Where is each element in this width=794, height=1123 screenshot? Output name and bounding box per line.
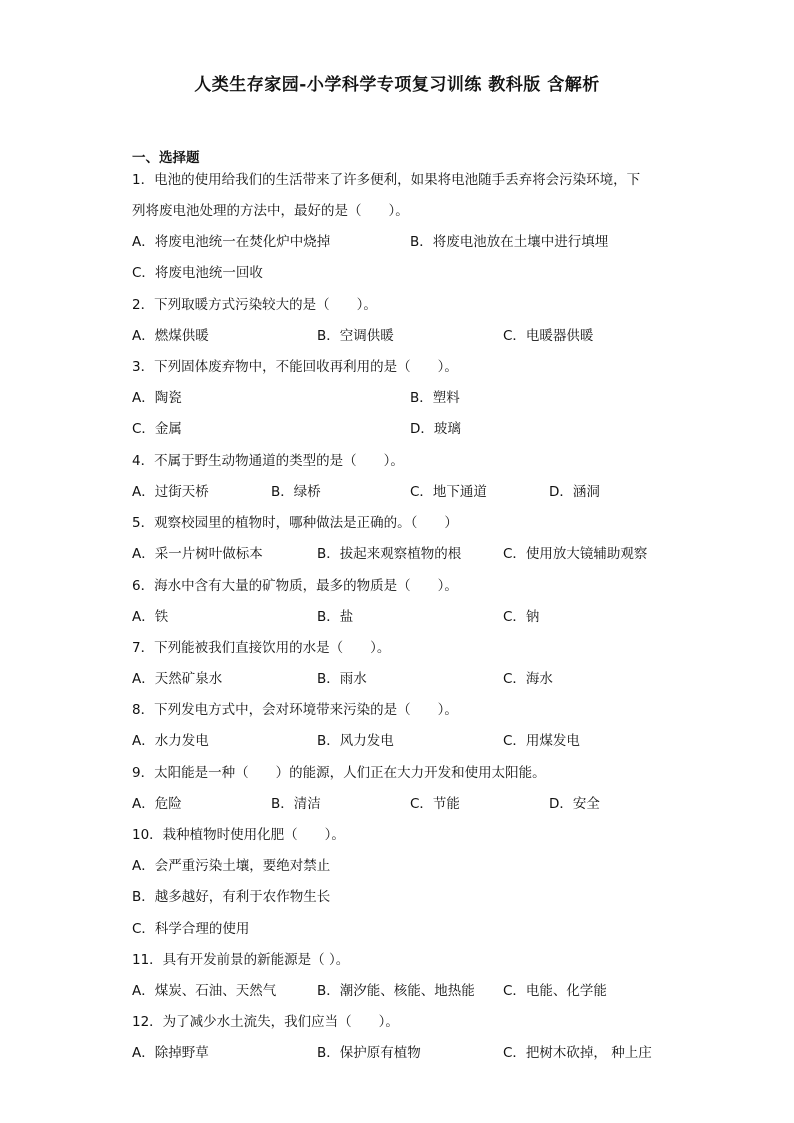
question-1-line-2: 列将废电池处理的方法中，最好的是（ ）。 <box>132 203 409 219</box>
question-4-option-c: C．地下通道 <box>410 484 487 500</box>
question-2-line-1: 2．下列取暖方式污染较大的是（ ）。 <box>132 297 377 313</box>
question-11-option-c: C．电能、化学能 <box>503 983 607 999</box>
question-4-option-b: B．绿桥 <box>271 484 321 500</box>
question-11-option-b: B．潮汐能、核能、地热能 <box>317 983 475 999</box>
question-2-option-c: C．电暖器供暖 <box>503 328 594 344</box>
question-7-line-1: 7．下列能被我们直接饮用的水是（ ）。 <box>132 640 391 656</box>
question-9-line-1: 9．太阳能是一种（ ）的能源，人们正在大力开发和使用太阳能。 <box>132 765 546 781</box>
question-7-option-b: B．雨水 <box>317 671 367 687</box>
question-12-line-1: 12．为了减少水土流失，我们应当（ ）。 <box>132 1014 399 1030</box>
question-9-option-b: B．清洁 <box>271 796 321 812</box>
question-7-option-a: A．天然矿泉水 <box>132 671 223 687</box>
question-12-option-a: A．除掉野草 <box>132 1045 209 1061</box>
page-title: 人类生存家园-小学科学专项复习训练 教科版 含解析 <box>194 75 600 95</box>
question-3-line-1: 3．下列固体废弃物中，不能回收再利用的是（ ）。 <box>132 359 458 375</box>
question-9-option-c: C．节能 <box>410 796 460 812</box>
question-5-line-1: 5．观察校园里的植物时，哪种做法是正确的。（ ） <box>132 515 458 531</box>
question-4-option-d: D．涵洞 <box>549 484 600 500</box>
question-6-option-b: B．盐 <box>317 609 354 625</box>
question-10-option-b: B．越多越好，有利于农作物生长 <box>132 889 331 905</box>
question-1-option-a: A．将废电池统一在焚化炉中烧掉 <box>132 234 331 250</box>
question-7-option-c: C．海水 <box>503 671 553 687</box>
question-4-option-a: A．过街天桥 <box>132 484 209 500</box>
question-6-option-a: A．铁 <box>132 609 169 625</box>
question-10-line-1: 10．栽种植物时使用化肥（ ）。 <box>132 827 345 843</box>
question-1-option-b: B．将废电池放在土壤中进行填埋 <box>410 234 609 250</box>
question-4-line-1: 4．不属于野生动物通道的类型的是（ ）。 <box>132 453 404 469</box>
question-5-option-b: B．拔起来观察植物的根 <box>317 546 462 562</box>
question-11-option-a: A．煤炭、石油、天然气 <box>132 983 277 999</box>
question-3-option-b: B．塑料 <box>410 390 460 406</box>
question-8-option-a: A．水力发电 <box>132 733 209 749</box>
question-6-line-1: 6．海水中含有大量的矿物质，最多的物质是（ ）。 <box>132 578 458 594</box>
question-9-option-a: A．危险 <box>132 796 182 812</box>
question-8-option-b: B．风力发电 <box>317 733 394 749</box>
question-5-option-c: C．使用放大镜辅助观察 <box>503 546 648 562</box>
question-2-option-b: B．空调供暖 <box>317 328 394 344</box>
question-6-option-c: C．钠 <box>503 609 540 625</box>
question-8-line-1: 8．下列发电方式中，会对环境带来污染的是（ ）。 <box>132 702 458 718</box>
question-3-option-a: A．陶瓷 <box>132 390 182 406</box>
question-9-option-d: D．安全 <box>549 796 600 812</box>
question-1-option-c: C．将废电池统一回收 <box>132 265 263 281</box>
question-3-option-d: D．玻璃 <box>410 421 461 437</box>
question-11-line-1: 11．具有开发前景的新能源是（ ）。 <box>132 952 350 968</box>
question-1-line-1: 1．电池的使用给我们的生活带来了许多便利，如果将电池随手丢弃将会污染环境，下 <box>132 172 641 188</box>
question-12-option-b: B．保护原有植物 <box>317 1045 421 1061</box>
question-12-option-c: C．把树木砍掉， 种上庄 <box>503 1045 652 1061</box>
question-10-option-c: C．科学合理的使用 <box>132 921 250 937</box>
question-10-option-a: A．会严重污染土壤，要绝对禁止 <box>132 858 331 874</box>
question-2-option-a: A．燃煤供暖 <box>132 328 209 344</box>
question-3-option-c: C．金属 <box>132 421 182 437</box>
section-heading: 一、选择题 <box>132 150 200 166</box>
question-5-option-a: A．采一片树叶做标本 <box>132 546 263 562</box>
question-8-option-c: C．用煤发电 <box>503 733 580 749</box>
